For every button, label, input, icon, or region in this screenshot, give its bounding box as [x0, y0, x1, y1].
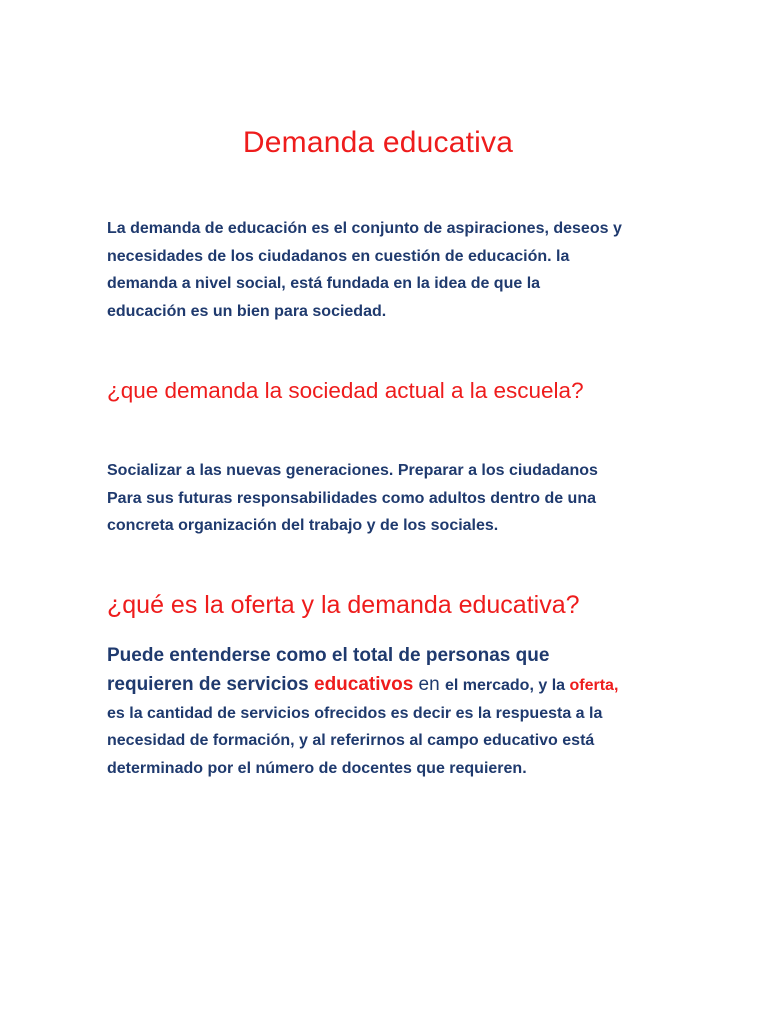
paragraph-line-mixed: [107, 670, 667, 700]
text-run: en: [413, 674, 445, 695]
paragraph-line: Socializar a las nuevas generaciones. Preparar a los ciudadanos: [107, 462, 598, 479]
paragraph-line: demanda a nivel social, está fundada en la idea de que la: [107, 275, 541, 292]
paragraph-line: determinado por el número de docentes que requieren.: [107, 759, 527, 777]
section-heading-supply-demand: ¿qué es la oferta y la demanda educativa?: [107, 591, 580, 619]
paragraph-definition: [107, 215, 667, 325]
paragraph-line: necesidades de los ciudadanos en cuestión de educación. la: [107, 247, 570, 265]
paragraph-line: Para sus futuras responsabilidades como adultos dentro de una: [107, 489, 596, 507]
text-run: el mercado, y la: [444, 677, 570, 694]
paragraph-supply-demand: [107, 641, 667, 782]
highlight-oferta: oferta,: [569, 677, 619, 694]
paragraph-line: La demanda de educación es el conjunto de aspiraciones, deseos y: [107, 220, 622, 237]
paragraph-society-demand: [107, 457, 667, 540]
paragraph-line: Puede entenderse como el total de personas que: [107, 645, 550, 666]
document-title: Demanda educativa: [242, 126, 514, 159]
text-run: requieren de servicios: [107, 674, 314, 695]
highlight-educativos: educativos: [314, 674, 414, 695]
paragraph-line: es la cantidad de servicios ofrecidos es decir es la respuesta a la: [107, 704, 603, 722]
paragraph-line: concreta organización del trabajo y de los sociales.: [107, 517, 499, 534]
paragraph-line: necesidad de formación, y al referirnos al campo educativo está: [107, 732, 595, 749]
section-heading-society-demand: ¿que demanda la sociedad actual a la escuela?: [107, 378, 584, 403]
paragraph-line: educación es un bien para sociedad.: [107, 302, 387, 320]
